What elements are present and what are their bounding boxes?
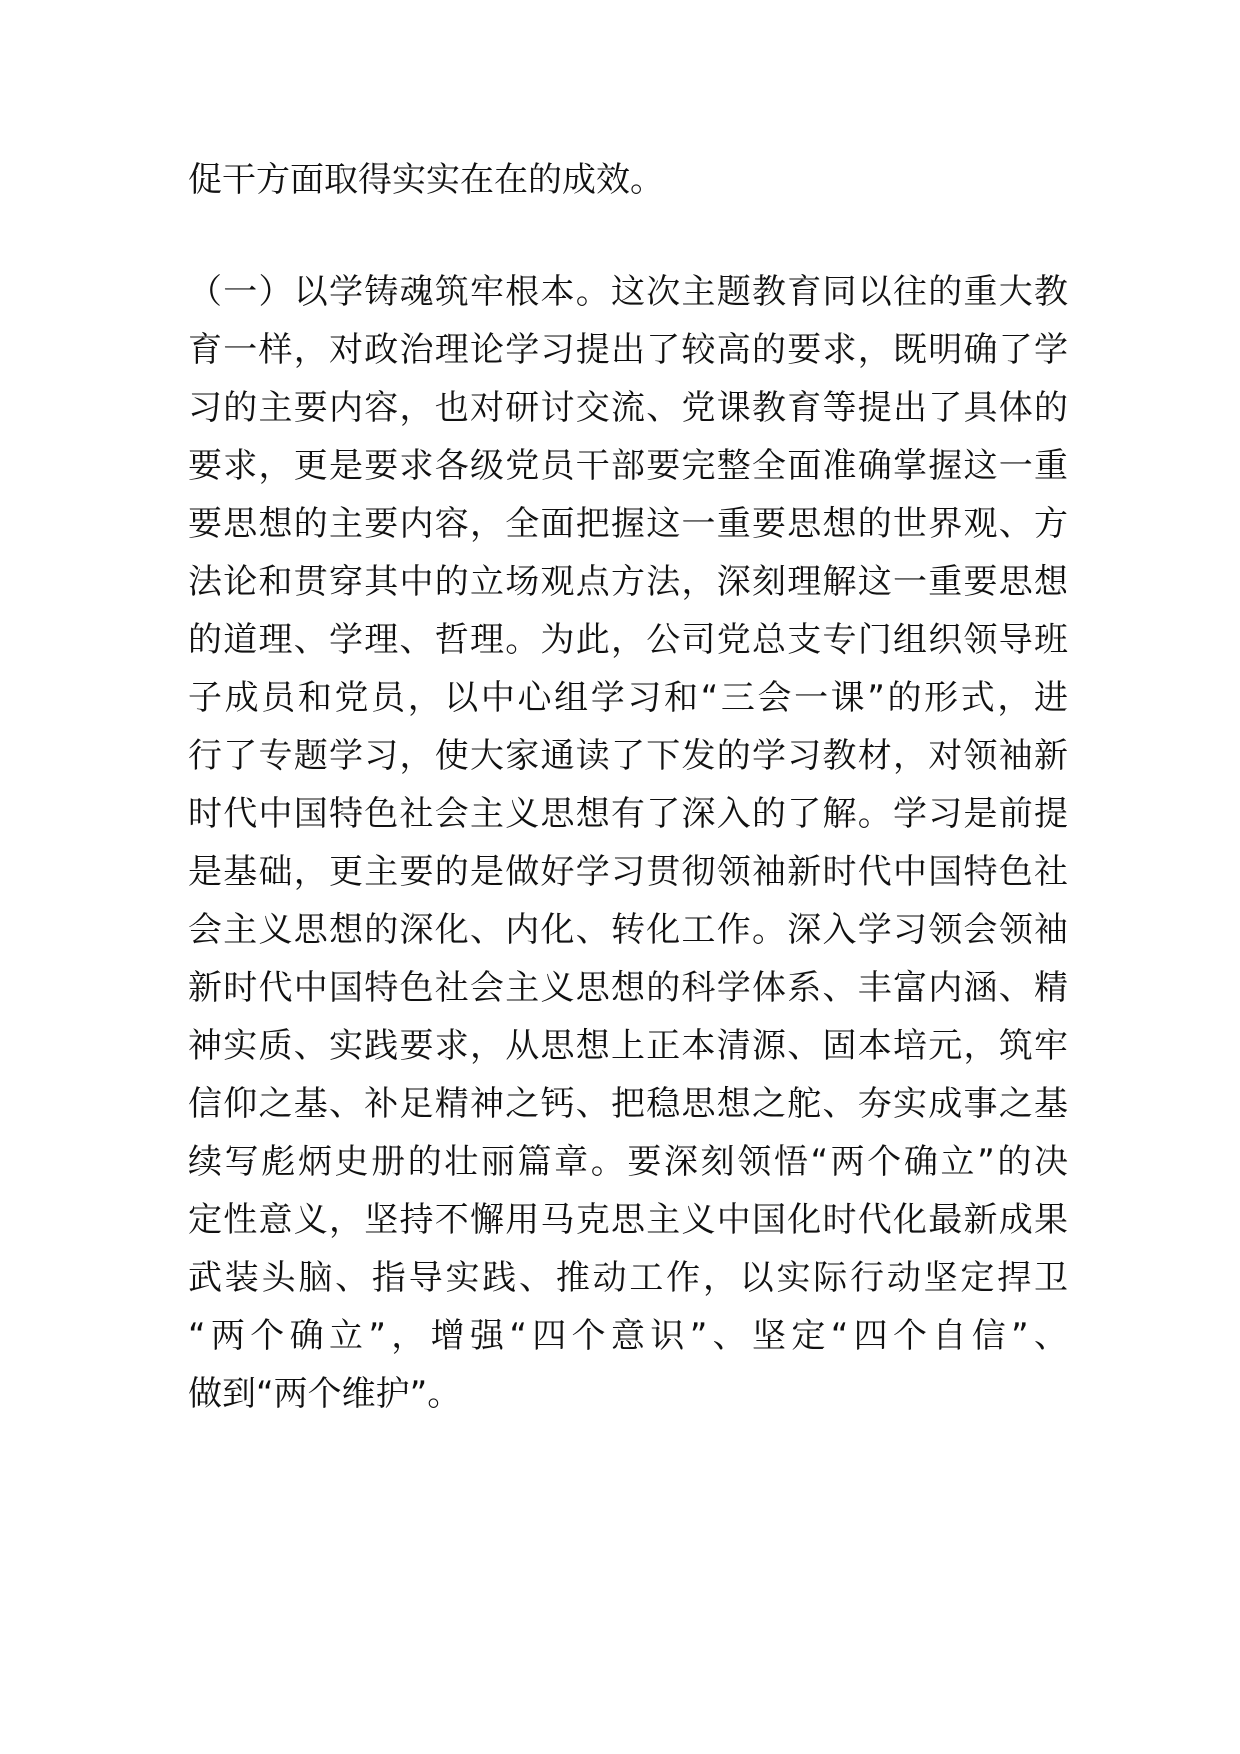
paragraph-2-line-16: 续写彪炳史册的壮丽篇章。要深刻领悟“两个确立”的决 bbox=[188, 1142, 1068, 1182]
paragraph-2-line-20: 做到“两个维护”。 bbox=[188, 1374, 462, 1414]
paragraph-2-line-2: 育一样，对政治理论学习提出了较高的要求，既明确了学 bbox=[188, 330, 1068, 370]
paragraph-2-line-3: 习的主要内容，也对研讨交流、党课教育等提出了具体的 bbox=[188, 388, 1068, 428]
paragraph-2-line-15: 信仰之基、补足精神之钙、把稳思想之舵、夯实成事之基 bbox=[188, 1084, 1068, 1124]
paragraph-2-line-1: （一）以学铸魂筑牢根本。这次主题教育同以往的重大教 bbox=[188, 272, 1068, 312]
paragraph-2-line-12: 会主义思想的深化、内化、转化工作。深入学习领会领袖 bbox=[188, 910, 1068, 950]
paragraph-2-line-13: 新时代中国特色社会主义思想的科学体系、丰富内涵、精 bbox=[188, 968, 1068, 1008]
paragraph-2-line-9: 行了专题学习，使大家通读了下发的学习教材，对领袖新 bbox=[188, 736, 1068, 776]
paragraph-2-line-19: “两个确立”，增强“四个意识”、坚定“四个自信”、 bbox=[188, 1316, 1068, 1356]
paragraph-2-line-7: 的道理、学理、哲理。为此，公司党总支专门组织领导班 bbox=[188, 620, 1068, 660]
paragraph-2-line-8: 子成员和党员，以中心组学习和“三会一课”的形式，进 bbox=[188, 678, 1068, 718]
paragraph-2-line-5: 要思想的主要内容，全面把握这一重要思想的世界观、方 bbox=[188, 504, 1068, 544]
paragraph-2-line-6: 法论和贯穿其中的立场观点方法，深刻理解这一重要思想 bbox=[188, 562, 1068, 602]
paragraph-2-line-14: 神实质、实践要求，从思想上正本清源、固本培元，筑牢 bbox=[188, 1026, 1068, 1066]
paragraph-2-line-17: 定性意义，坚持不懈用马克思主义中国化时代化最新成果 bbox=[188, 1200, 1068, 1240]
paragraph-2-line-18: 武装头脑、指导实践、推动工作，以实际行动坚定捍卫 bbox=[188, 1258, 1068, 1298]
paragraph-1-line-1: 促干方面取得实实在在的成效。 bbox=[188, 160, 664, 200]
paragraph-2-line-11: 是基础，更主要的是做好学习贯彻领袖新时代中国特色社 bbox=[188, 852, 1068, 892]
paragraph-2-line-10: 时代中国特色社会主义思想有了深入的了解。学习是前提 bbox=[188, 794, 1068, 834]
paragraph-2-line-4: 要求，更是要求各级党员干部要完整全面准确掌握这一重 bbox=[188, 446, 1068, 486]
